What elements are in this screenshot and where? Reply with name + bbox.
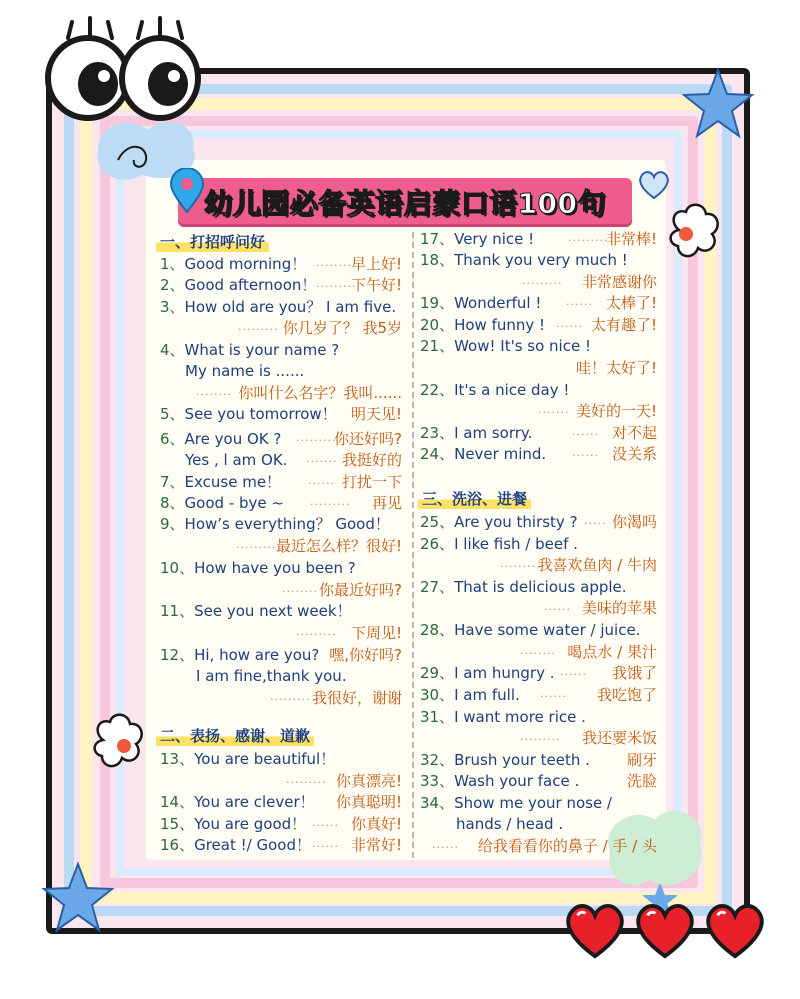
english-phrase: How have you been ? [194, 559, 356, 577]
english-phrase: Are you OK ? [184, 430, 282, 448]
cartoon-eyes-icon [24, 14, 204, 124]
leader-dots: ········· [316, 280, 357, 293]
flower-icon [88, 710, 148, 780]
list-item [160, 472, 281, 492]
list-item [160, 814, 306, 834]
english-phrase: Never mind. [454, 445, 547, 463]
chinese-phrase: 我还要米饭 [581, 729, 657, 747]
item-number: 17、 [420, 230, 455, 248]
leader-dots: ······ [312, 840, 339, 853]
english-phrase: Excuse me！ [184, 473, 282, 491]
item-number: 32、 [420, 751, 455, 769]
chinese-phrase: 最近怎么样？很好! [275, 537, 402, 555]
title-banner [178, 178, 632, 224]
heart-icon [560, 898, 630, 960]
leader-dots: ········· [270, 693, 311, 706]
item-number: 20、 [420, 316, 455, 334]
item-number: 24、 [420, 445, 455, 463]
english-phrase: Are you thirsty ? [454, 513, 578, 531]
leader-dots: ······ [540, 690, 567, 703]
english-phrase: Hi, how are you? [194, 646, 320, 664]
list-item [420, 229, 534, 249]
item-number: 23、 [420, 424, 455, 442]
english-phrase: Good afternoon！ [184, 276, 317, 294]
leader-dots: ········ [500, 560, 536, 573]
leader-dots: ········· [296, 434, 337, 447]
item-number: 33、 [420, 772, 455, 790]
list-item [420, 380, 569, 400]
chinese-phrase: 太有趣了! [590, 316, 657, 334]
list-item [160, 275, 316, 295]
item-number: 8、 [160, 494, 185, 512]
english-phrase: Brush your teeth . [454, 751, 590, 769]
leader-dots: ········· [238, 323, 279, 336]
item-number: 12、 [160, 646, 195, 664]
chinese-phrase: 美好的一天! [575, 402, 657, 420]
item-number: 26、 [420, 535, 455, 553]
english-phrase: I am hungry . [454, 664, 555, 682]
english-phrase: Have some water / juice. [454, 621, 641, 639]
leader-dots: ········· [286, 776, 327, 789]
item-number: 11、 [160, 602, 195, 620]
leader-dots: ········ [282, 585, 318, 598]
item-number: 15、 [160, 815, 195, 833]
english-phrase: You are beautiful！ [194, 750, 336, 768]
chinese-phrase: 刷牙 [626, 751, 657, 769]
chinese-phrase: 我很好，谢谢 [311, 689, 402, 707]
chinese-phrase: 明天见! [350, 405, 402, 423]
item-number: 34、 [420, 794, 455, 812]
leader-dots: ······· [306, 455, 338, 468]
list-item [160, 254, 306, 274]
english-phrase: Great !/ Good！ [194, 836, 311, 854]
english-phrase: I like fish / beef . [454, 535, 578, 553]
list-item [420, 707, 586, 727]
english-phrase: Wonderful ! [454, 294, 542, 312]
flower-icon [664, 200, 724, 270]
english-phrase: hands / head . [456, 815, 564, 833]
leader-dots: ······ [560, 668, 587, 681]
list-item [160, 429, 281, 449]
list-item [160, 601, 352, 621]
list-item [420, 512, 578, 532]
chinese-phrase: 早上好! [350, 255, 402, 273]
heart-icon [630, 898, 700, 960]
list-item [420, 685, 520, 705]
item-number: 1、 [160, 255, 185, 273]
list-item [420, 793, 612, 813]
chinese-phrase: 哇！太好了! [575, 359, 657, 377]
leader-dots: ······ [308, 477, 335, 490]
chinese-phrase: 你最近好吗? [319, 581, 402, 599]
list-item [420, 423, 532, 443]
english-phrase: How old are you？ I am five. [184, 298, 397, 316]
chinese-phrase: 洗脸 [626, 772, 657, 790]
leader-dots: ········ [520, 647, 556, 660]
item-number: 6、 [160, 430, 185, 448]
chinese-phrase: 你真漂亮! [335, 772, 402, 790]
item-number: 14、 [160, 793, 195, 811]
english-phrase: I am full. [454, 686, 520, 704]
star-icon [40, 860, 116, 936]
leader-dots: ········· [316, 259, 357, 272]
chinese-phrase: 我饿了 [611, 664, 657, 682]
item-number: 13、 [160, 750, 195, 768]
english-phrase: Wow! It's so nice ! [454, 337, 591, 355]
english-phrase: Wash your face . [454, 772, 580, 790]
english-phrase: Very nice ! [454, 230, 535, 248]
list-item [160, 404, 337, 424]
english-phrase: Yes , l am OK. [185, 451, 288, 469]
list-item [420, 750, 590, 770]
chinese-phrase: 喝点水 / 果汁 [567, 643, 657, 661]
chinese-phrase: 你真好! [350, 815, 402, 833]
section-header-bath-meal: 三、洗浴、进餐 [418, 488, 531, 509]
item-number: 16、 [160, 836, 195, 854]
list-item [420, 336, 591, 356]
list-item [160, 340, 339, 360]
leader-dots: ····· [584, 517, 607, 530]
chinese-phrase: 对不起 [611, 424, 657, 442]
list-item [420, 444, 546, 464]
english-phrase: You are clever！ [194, 793, 315, 811]
english-phrase: You are good！ [194, 815, 307, 833]
leader-dots: ······ [556, 320, 583, 333]
chinese-phrase: 你还好吗? [334, 430, 402, 448]
item-number: 9、 [160, 515, 185, 533]
chinese-phrase: 我挺好的 [341, 451, 402, 469]
chinese-phrase: 美味的苹果 [581, 599, 657, 617]
list-item [160, 514, 390, 534]
list-item [160, 835, 311, 855]
item-number: 3、 [160, 298, 185, 316]
chinese-phrase: 下周见! [350, 624, 402, 642]
leader-dots: ······ [312, 819, 339, 832]
chinese-phrase: 非常好! [350, 836, 402, 854]
leader-dots: ········· [236, 541, 277, 554]
item-number: 29、 [420, 664, 455, 682]
list-item [160, 558, 356, 578]
item-number: 19、 [420, 294, 455, 312]
english-phrase: I want more rice . [454, 708, 586, 726]
chinese-phrase: 非常棒! [605, 230, 657, 248]
leader-dots: ········· [522, 277, 563, 290]
english-phrase: What is your name ? [184, 341, 340, 359]
item-number: 25、 [420, 513, 455, 531]
english-phrase: How funny ! [454, 316, 546, 334]
english-phrase: I am sorry. [454, 424, 533, 442]
item-number: 18、 [420, 251, 455, 269]
leader-dots: ······ [544, 603, 571, 616]
english-phrase: Good morning！ [184, 255, 307, 273]
chinese-phrase: 没关系 [611, 445, 657, 463]
english-phrase: See you tomorrow！ [184, 405, 337, 423]
location-pin-icon [168, 168, 206, 214]
leader-dots: ······ [572, 449, 599, 462]
leader-dots: ········· [310, 498, 351, 511]
list-item [420, 250, 628, 270]
english-phrase: Good - bye ~ [184, 494, 284, 512]
item-number: 10、 [160, 559, 195, 577]
list-item [160, 645, 319, 665]
section-header-praise: 二、表扬、感谢、道歉 [156, 725, 314, 746]
chinese-phrase: 下午好! [350, 276, 402, 294]
chinese-phrase: 给我看看你的鼻子 / 手 / 头 [477, 837, 657, 855]
chinese-phrase: 你叫什么名字？我叫...... [238, 384, 402, 402]
item-number: 28、 [420, 621, 455, 639]
item-number: 5、 [160, 405, 185, 423]
heart-icon [700, 898, 770, 960]
chinese-phrase: 我喜欢鱼肉 / 牛肉 [537, 556, 657, 574]
leader-dots: ········ [196, 388, 232, 401]
item-number: 4、 [160, 341, 185, 359]
item-number: 30、 [420, 686, 455, 704]
chinese-phrase: 非常感谢你 [581, 273, 657, 291]
leader-dots: ······ [566, 298, 593, 311]
heart-icon [636, 168, 672, 200]
leader-dots: ······· [538, 406, 570, 419]
leader-dots: ········· [296, 628, 337, 641]
list-item [420, 293, 541, 313]
english-phrase: Thank you very much ! [454, 251, 628, 269]
chinese-phrase: 你渴吗 [611, 513, 657, 531]
chinese-phrase: 你几岁了？ 我5岁 [282, 319, 402, 337]
english-phrase: Show me your nose / [454, 794, 612, 812]
list-item [160, 297, 396, 317]
english-phrase: My name is ...... [185, 362, 305, 380]
chinese-phrase: 嘿,你好吗? [329, 646, 402, 664]
item-number: 27、 [420, 578, 455, 596]
item-number: 21、 [420, 337, 455, 355]
item-number: 22、 [420, 381, 455, 399]
list-item [160, 792, 315, 812]
leader-dots: ······ [432, 841, 459, 854]
english-phrase: It's a nice day ! [454, 381, 570, 399]
column-divider [412, 232, 414, 858]
english-phrase: That is delicious apple. [454, 578, 627, 596]
chinese-phrase: 太棒了! [605, 294, 657, 312]
leader-dots: ········· [568, 234, 609, 247]
chinese-phrase: 我吃饱了 [596, 686, 657, 704]
item-number: 2、 [160, 276, 185, 294]
leader-dots: ········· [520, 733, 561, 746]
chinese-phrase: 你真聪明! [335, 793, 402, 811]
list-item [420, 663, 554, 683]
list-item [420, 620, 640, 640]
item-number: 7、 [160, 473, 185, 491]
list-item [160, 493, 284, 513]
section-header-greetings: 一、打招呼问好 [156, 231, 269, 252]
english-phrase: I am fine,thank you. [196, 667, 347, 685]
leader-dots: ······ [572, 428, 599, 441]
chinese-phrase: 打扰一下 [341, 473, 402, 491]
list-item [160, 749, 335, 769]
list-item [420, 771, 579, 791]
english-phrase: See you next week！ [194, 602, 352, 620]
star-icon [680, 66, 756, 142]
chinese-phrase: 再见 [371, 494, 402, 512]
page-title: 幼儿园必备英语启蒙口语100句 [204, 187, 606, 220]
item-number: 31、 [420, 708, 455, 726]
english-phrase: How’s everything？ Good！ [184, 515, 390, 533]
list-item [420, 577, 627, 597]
list-item [420, 315, 545, 335]
list-item [420, 534, 578, 554]
